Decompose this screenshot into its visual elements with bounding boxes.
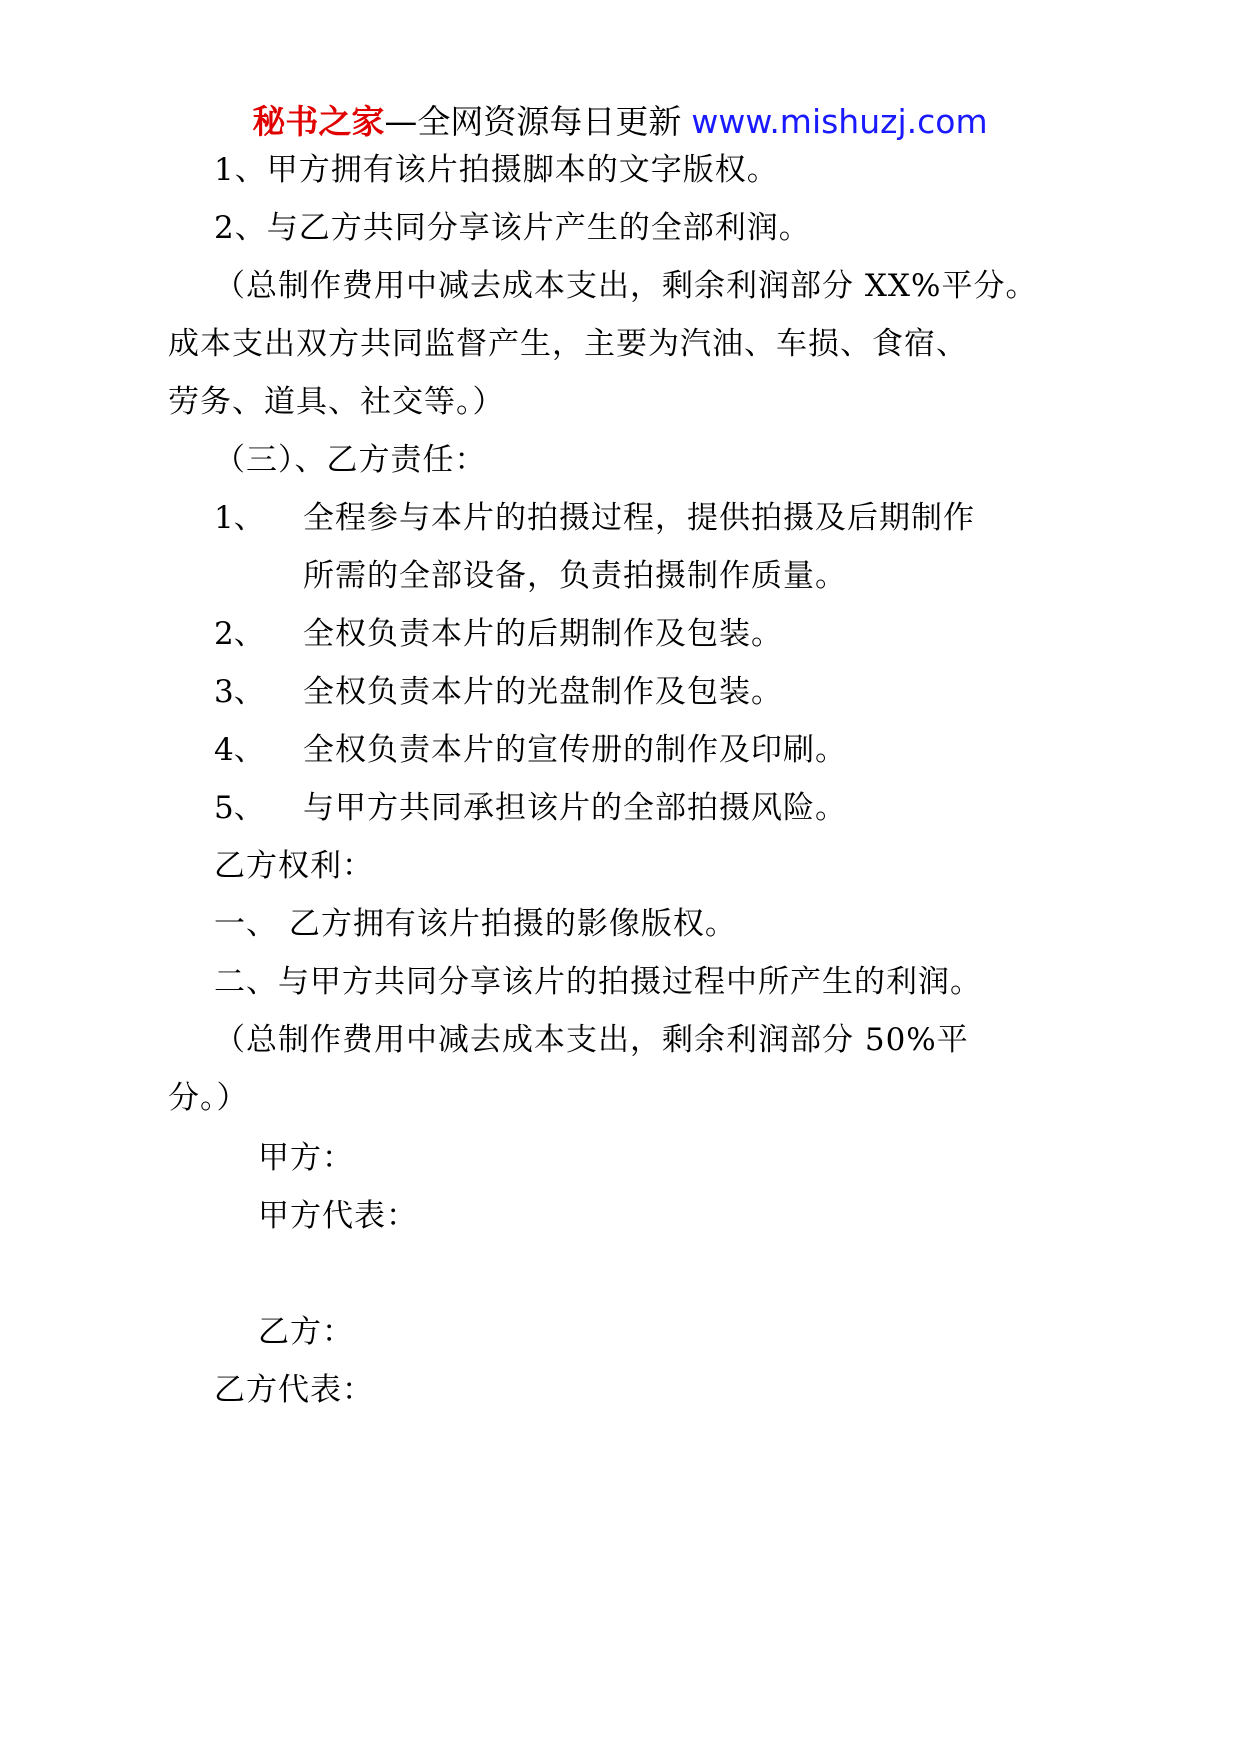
duty-number: 5、 — [214, 790, 265, 826]
duty-text: 全权负责本片的宣传册的制作及印刷。 — [303, 732, 847, 768]
party-a-representative: 甲方代表： — [258, 1198, 418, 1234]
party-b-right-1: 一、 乙方拥有该片拍摄的影像版权。 — [214, 906, 737, 942]
party-a-right-2: 2、与乙方共同分享该片产生的全部利润。 — [214, 210, 811, 246]
duty-text: 全程参与本片的拍摄过程，提供拍摄及后期制作 — [303, 500, 975, 536]
party-a-signature: 甲方： — [258, 1140, 354, 1176]
party-a-right-1: 1、甲方拥有该片拍摄脚本的文字版权。 — [214, 152, 779, 188]
duty-text: 与甲方共同承担该片的全部拍摄风险。 — [303, 790, 847, 826]
section-heading: （三）、乙方责任： — [214, 442, 487, 478]
duty-text: 全权负责本片的光盘制作及包装。 — [303, 674, 783, 710]
rights-heading: 乙方权利： — [214, 848, 374, 884]
duty-text-continued: 所需的全部设备，负责拍摄制作质量。 — [303, 558, 847, 594]
brand-name: 秘书之家 — [252, 102, 385, 141]
site-url[interactable]: www.mishuzj.com — [691, 102, 988, 141]
duty-number: 4、 — [214, 732, 265, 768]
banner-slogan: —全网资源每日更新 — [384, 102, 682, 141]
rights-note-line-1: （总制作费用中减去成本支出，剩余利润部分 50%平 — [214, 1022, 969, 1058]
rights-note-line-2: 分。） — [168, 1080, 249, 1116]
party-b-right-2: 二、与甲方共同分享该片的拍摄过程中所产生的利润。 — [214, 964, 982, 1000]
profit-note-line-1: （总制作费用中减去成本支出，剩余利润部分 XX%平分。 — [214, 268, 1038, 304]
duty-number: 2、 — [214, 616, 265, 652]
duty-text: 全权负责本片的后期制作及包装。 — [303, 616, 783, 652]
profit-note-line-3: 劳务、道具、社交等。） — [168, 384, 505, 420]
party-b-signature: 乙方： — [258, 1314, 354, 1350]
duty-number: 3、 — [214, 674, 265, 710]
site-banner — [0, 100, 1240, 144]
profit-note-line-2: 成本支出双方共同监督产生，主要为汽油、车损、食宿、 — [168, 326, 968, 362]
party-b-representative: 乙方代表： — [214, 1372, 374, 1408]
duty-number: 1、 — [214, 500, 265, 536]
